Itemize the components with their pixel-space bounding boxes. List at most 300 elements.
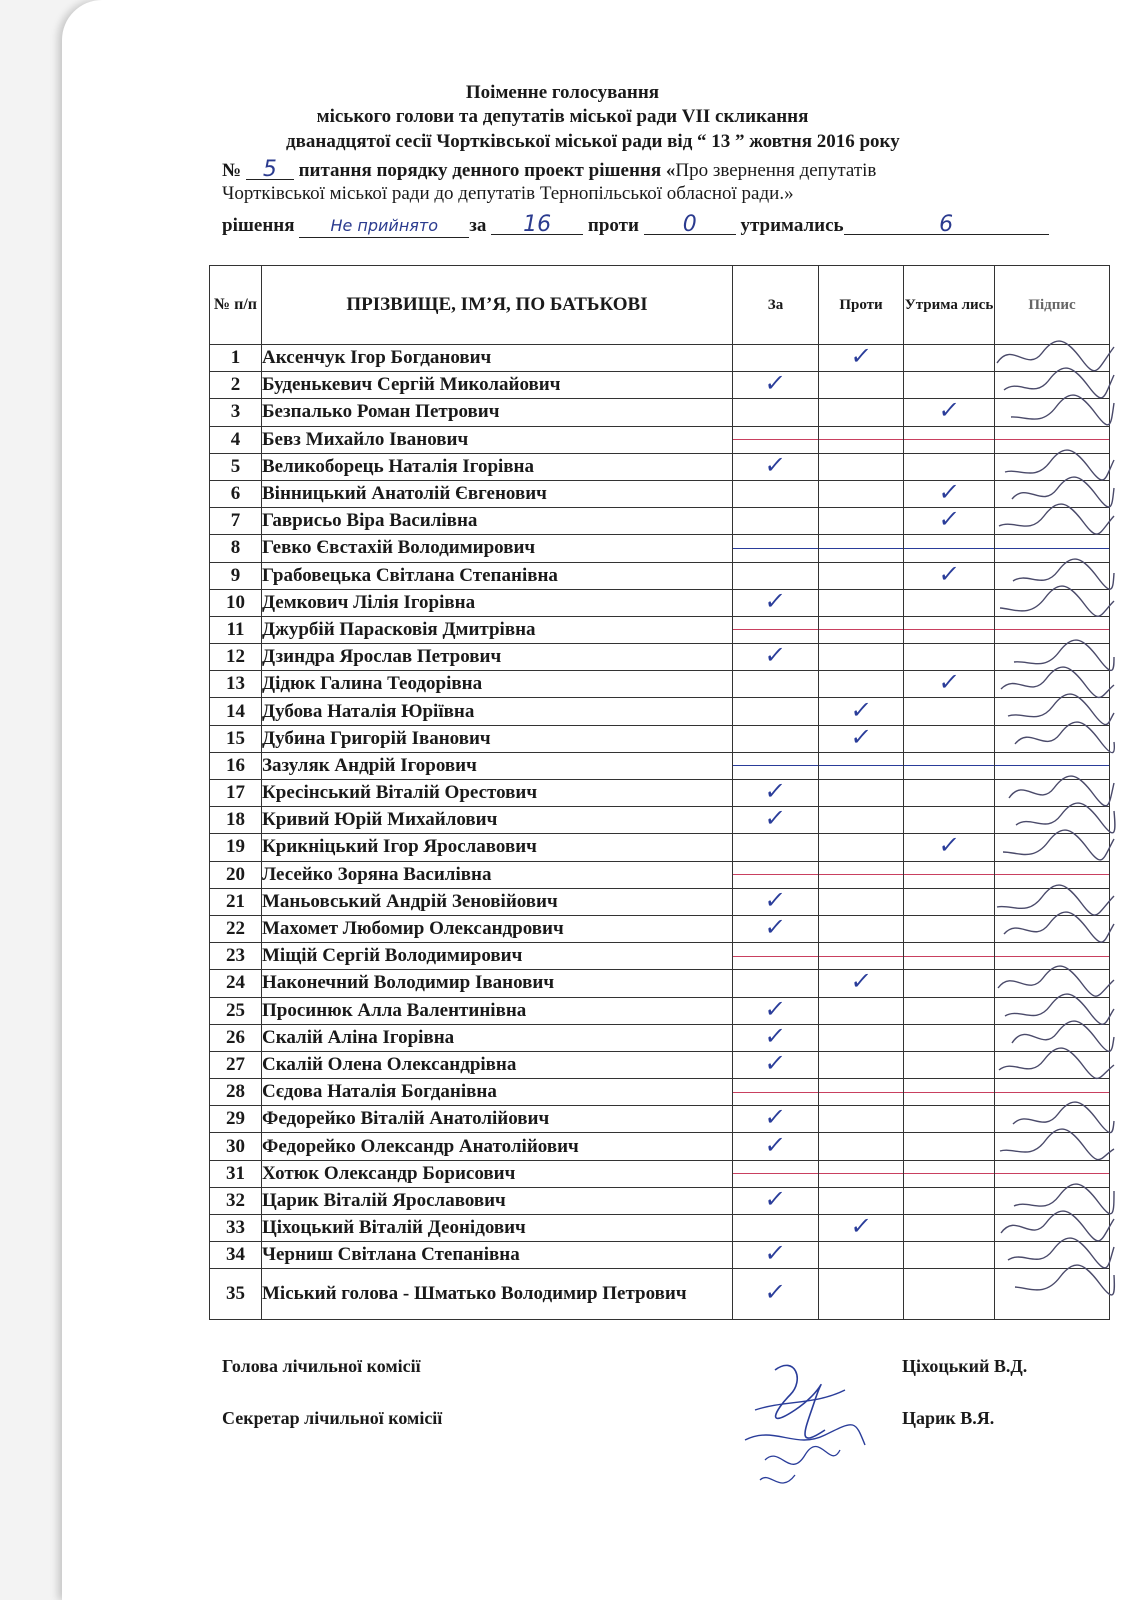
vote-for-cell: [733, 752, 819, 779]
secretary-name: Царик В.Я.: [902, 1408, 995, 1428]
check-mark-icon: ✓: [848, 1212, 874, 1241]
vote-abstain-cell: [904, 915, 995, 942]
col-header-for: За: [733, 266, 819, 345]
deputy-name: Бевз Михайло Іванович: [262, 426, 733, 453]
deputy-name: Скалій Аліна Ігорівна: [262, 1024, 733, 1051]
vote-against-cell: [819, 342, 904, 372]
row-number: 30: [210, 1133, 262, 1160]
deputy-name: Крикніцький Ігор Ярославович: [262, 834, 733, 861]
agenda-item-title-1: Про звернення депутатів: [675, 160, 877, 181]
against-count-field: [644, 212, 736, 235]
vote-for-cell: [733, 399, 819, 426]
absent-strike-line: [904, 1173, 994, 1174]
vote-against-cell: [819, 780, 904, 807]
vote-against-cell: [819, 915, 904, 942]
table-row: [210, 508, 1110, 535]
table-row: [210, 1242, 1110, 1269]
vote-for-cell: [733, 480, 819, 507]
check-mark-icon: ✓: [763, 1278, 788, 1307]
deputy-name: Сєдова Наталія Богданівна: [262, 1079, 733, 1106]
vote-for-cell: [733, 1103, 819, 1133]
table-row: [210, 399, 1110, 426]
check-mark-icon: ✓: [763, 913, 788, 942]
table-header-row: [210, 266, 1110, 345]
deputy-name: Ціхоцький Віталій Деонідович: [262, 1215, 733, 1242]
vote-against-cell: [819, 671, 904, 698]
row-number: 3: [210, 399, 262, 426]
col-header-num: № п/п: [210, 266, 262, 345]
check-mark-icon: ✓: [763, 450, 788, 479]
vote-abstain-cell: [904, 453, 995, 480]
vote-abstain-cell: [904, 480, 995, 507]
number-sign: №: [222, 160, 242, 181]
vote-for-cell: [733, 885, 819, 915]
check-mark-icon: ✓: [848, 967, 874, 996]
absent-strike-line: [904, 765, 994, 766]
row-number: 12: [210, 644, 262, 671]
decision-label: рішення: [222, 215, 295, 236]
table-row: [210, 1187, 1110, 1214]
secretary-label: Секретар лічильної комісії: [222, 1408, 443, 1428]
against-count: 0: [682, 212, 697, 237]
row-number: 27: [210, 1051, 262, 1078]
vote-abstain-cell: [904, 1133, 995, 1160]
row-number: 13: [210, 671, 262, 698]
vote-against-cell: [819, 480, 904, 507]
deputy-name: Джурбій Парасковія Дмитрівна: [262, 616, 733, 643]
table-row: [210, 345, 1110, 372]
vote-against-cell: [819, 1051, 904, 1078]
row-number: 17: [210, 780, 262, 807]
table-row: [210, 562, 1110, 589]
table-row: [210, 535, 1110, 562]
col-header-name: ПРІЗВИЩЕ, ІМ’Я, ПО БАТЬКОВІ: [262, 266, 733, 345]
vote-abstain-cell: [904, 668, 995, 698]
vote-for-cell: [733, 1130, 819, 1160]
vote-against-cell: [819, 1133, 904, 1160]
absent-strike-line: [733, 765, 818, 766]
absent-strike-line: [819, 1092, 903, 1093]
deputy-name: Зазуляк Андрій Ігорович: [262, 752, 733, 779]
check-mark-icon: ✓: [763, 1184, 788, 1213]
vote-against-cell: [819, 943, 904, 970]
absent-strike-line: [819, 439, 903, 440]
check-mark-icon: ✓: [763, 804, 788, 833]
vote-for-cell: [733, 970, 819, 997]
vote-against-cell: [819, 426, 904, 453]
for-count-field: [491, 212, 583, 235]
check-mark-icon: ✓: [936, 559, 962, 588]
absent-strike-line: [819, 548, 903, 549]
row-number: 10: [210, 589, 262, 616]
vote-against-cell: [819, 1106, 904, 1133]
deputy-name: Лесейко Зоряна Василівна: [262, 861, 733, 888]
table-row: [210, 480, 1110, 507]
vote-against-cell: [819, 589, 904, 616]
deputy-name: Вінницький Анатолій Євгенович: [262, 480, 733, 507]
vote-table-body: [210, 342, 1110, 1320]
deputy-name: Гаврисьо Віра Василівна: [262, 508, 733, 535]
vote-for-cell: [733, 671, 819, 698]
vote-for-cell: [733, 535, 819, 562]
agenda-item-number: 5: [262, 157, 277, 182]
row-number: 35: [210, 1269, 262, 1320]
check-mark-icon: ✓: [763, 1021, 788, 1050]
row-number: 4: [210, 426, 262, 453]
vote-for-cell: [733, 1215, 819, 1242]
deputy-name: Махомет Любомир Олександрович: [262, 915, 733, 942]
vote-for-cell: [733, 804, 819, 834]
deputy-name: Буденькевич Сергій Миколайович: [262, 372, 733, 399]
vote-abstain-cell: [904, 997, 995, 1024]
absent-strike-line: [819, 1173, 903, 1174]
vote-against-cell: [819, 508, 904, 535]
vote-abstain-cell: [904, 943, 995, 970]
header-line-session: дванадцятої сесії Чортківської міської ради від “ 13 ” жовтня 2016 року: [286, 131, 900, 152]
check-mark-icon: ✓: [763, 369, 788, 398]
vote-abstain-cell: [904, 752, 995, 779]
decision-field: [299, 215, 469, 238]
vote-abstain-cell: [904, 1215, 995, 1242]
vote-for-cell: [733, 725, 819, 752]
decision-value: Не прийнято: [330, 216, 439, 235]
absent-strike-line: [733, 1092, 818, 1093]
agenda-item-text: питання порядку денного проект рішення «: [298, 160, 676, 181]
deputy-name: Дідюк Галина Теодорівна: [262, 671, 733, 698]
table-row: [210, 807, 1110, 834]
vote-abstain-cell: [904, 589, 995, 616]
check-mark-icon: ✓: [763, 1048, 788, 1077]
row-number: 16: [210, 752, 262, 779]
deputy-name: Маньовський Андрій Зеновійович: [262, 888, 733, 915]
table-row: [210, 1215, 1110, 1242]
absent-strike-line: [995, 548, 1109, 549]
absent-strike-line: [904, 548, 994, 549]
absent-strike-line: [904, 629, 994, 630]
handwritten-signature: [989, 1042, 1119, 1082]
absent-strike-line: [995, 1092, 1109, 1093]
signature-cell: [995, 589, 1110, 616]
row-number: 6: [210, 480, 262, 507]
vote-against-cell: [819, 562, 904, 589]
vote-against-cell: [819, 967, 904, 997]
absent-strike-line: [904, 956, 994, 957]
signature-cell: [995, 1269, 1110, 1320]
absent-strike-line: [819, 765, 903, 766]
absent-strike-line: [904, 439, 994, 440]
table-row: [210, 1079, 1110, 1106]
row-number: 15: [210, 725, 262, 752]
agenda-item-number-field: [246, 157, 294, 180]
vote-abstain-cell: [904, 1051, 995, 1078]
vote-for-cell: [733, 834, 819, 861]
table-row: [210, 453, 1110, 480]
row-number: 21: [210, 888, 262, 915]
row-number: 31: [210, 1160, 262, 1187]
vote-for-cell: [733, 994, 819, 1024]
row-number: 20: [210, 861, 262, 888]
absent-strike-line: [733, 439, 818, 440]
deputy-name: Аксенчук Ігор Богданович: [262, 345, 733, 372]
deputy-name: Скалій Олена Олександрівна: [262, 1051, 733, 1078]
absent-strike-line: [733, 874, 818, 875]
vote-for-cell: [733, 1079, 819, 1106]
vote-table: [209, 265, 1110, 1320]
absent-strike-line: [995, 956, 1109, 957]
deputy-name: Наконечний Володимир Іванович: [262, 970, 733, 997]
deputy-name: Кривий Юрій Михайлович: [262, 807, 733, 834]
abstain-count-field: [844, 212, 1049, 235]
handwritten-signature: [989, 716, 1119, 756]
signature-cell: [995, 1051, 1110, 1078]
agenda-item-title-2: Чортківської міської ради до депутатів Тернопільської обласної ради.»: [222, 183, 794, 204]
vote-against-cell: [819, 834, 904, 861]
row-number: 9: [210, 562, 262, 589]
vote-against-cell: [819, 644, 904, 671]
vote-for-cell: [733, 426, 819, 453]
check-mark-icon: ✓: [936, 831, 962, 860]
vote-abstain-cell: [904, 505, 995, 535]
absent-strike-line: [995, 1173, 1109, 1174]
check-mark-icon: ✓: [763, 586, 788, 615]
table-row: [210, 861, 1110, 888]
vote-for-cell: [733, 641, 819, 671]
table-row: [210, 888, 1110, 915]
check-mark-icon: ✓: [936, 505, 962, 534]
vote-abstain-cell: [904, 698, 995, 725]
vote-against-cell: [819, 453, 904, 480]
vote-against-cell: [819, 535, 904, 562]
vote-for-cell: [733, 698, 819, 725]
check-mark-icon: ✓: [848, 342, 874, 371]
vote-for-cell: [733, 369, 819, 399]
row-number: 23: [210, 943, 262, 970]
check-mark-icon: ✓: [763, 777, 788, 806]
table-row: [210, 372, 1110, 399]
vote-abstain-cell: [904, 725, 995, 752]
for-count: 16: [523, 212, 552, 237]
check-mark-icon: ✓: [848, 722, 874, 751]
row-number: 26: [210, 1024, 262, 1051]
signature-cell: [995, 725, 1110, 752]
table-row: [210, 698, 1110, 725]
absent-strike-line: [733, 629, 818, 630]
row-number: 8: [210, 535, 262, 562]
row-number: 25: [210, 997, 262, 1024]
deputy-name: Хотюк Олександр Борисович: [262, 1160, 733, 1187]
deputy-name: Черниш Світлана Степанівна: [262, 1242, 733, 1269]
row-number: 19: [210, 834, 262, 861]
vote-for-cell: [733, 586, 819, 616]
vote-for-cell: [733, 562, 819, 589]
vote-against-cell: [819, 997, 904, 1024]
vote-abstain-cell: [904, 1269, 995, 1320]
row-number: 28: [210, 1079, 262, 1106]
table-row: [210, 780, 1110, 807]
row-number: 7: [210, 508, 262, 535]
deputy-name: Федорейко Олександр Анатолійович: [262, 1133, 733, 1160]
absent-strike-line: [733, 548, 818, 549]
vote-against-cell: [819, 1079, 904, 1106]
vote-for-cell: [733, 915, 819, 942]
vote-against-cell: [819, 722, 904, 752]
signature-cell: [995, 508, 1110, 535]
row-number: 5: [210, 453, 262, 480]
vote-against-cell: [819, 616, 904, 643]
row-number: 22: [210, 915, 262, 942]
table-row: [210, 1051, 1110, 1078]
document-title: Поіменне голосування: [465, 82, 660, 103]
vote-for-cell: [733, 1021, 819, 1051]
vote-for-cell: [733, 616, 819, 643]
table-row: [210, 943, 1110, 970]
vote-against-cell: [819, 1187, 904, 1214]
table-row: [210, 644, 1110, 671]
vote-abstain-cell: [904, 1187, 995, 1214]
commission-signatures: [735, 1350, 875, 1500]
absent-strike-line: [733, 956, 818, 957]
table-row: [210, 915, 1110, 942]
against-label: проти: [587, 215, 639, 236]
handwritten-signature: [989, 389, 1119, 429]
vote-for-cell: [733, 345, 819, 372]
handwritten-signature: [989, 1259, 1119, 1299]
vote-abstain-cell: [904, 345, 995, 372]
table-row: [210, 834, 1110, 861]
vote-against-cell: [819, 807, 904, 834]
vote-against-cell: [819, 1160, 904, 1187]
handwritten-signature: [989, 1123, 1119, 1163]
handwritten-signature: [989, 906, 1119, 946]
vote-abstain-cell: [904, 372, 995, 399]
abstain-count: 6: [939, 212, 954, 237]
deputy-name: Кресінський Віталій Орестович: [262, 780, 733, 807]
deputy-name: Міський голова - Шматько Володимир Петрович: [262, 1269, 733, 1320]
signature-cell: [995, 915, 1110, 942]
absent-strike-line: [995, 765, 1109, 766]
deputy-name: Гевко Євстахій Володимирович: [262, 535, 733, 562]
table-row: [210, 589, 1110, 616]
absent-strike-line: [733, 1173, 818, 1174]
row-number: 14: [210, 698, 262, 725]
table-row: [210, 616, 1110, 643]
row-number: 29: [210, 1106, 262, 1133]
vote-for-cell: [733, 1239, 819, 1269]
vote-abstain-cell: [904, 396, 995, 426]
check-mark-icon: ✓: [763, 641, 788, 670]
table-row: [210, 970, 1110, 997]
vote-abstain-cell: [904, 1160, 995, 1187]
vote-for-cell: [733, 1160, 819, 1187]
vote-against-cell: [819, 861, 904, 888]
vote-for-cell: [733, 1048, 819, 1078]
deputy-name: Міщій Сергій Володимирович: [262, 943, 733, 970]
vote-against-cell: [819, 888, 904, 915]
table-row: [210, 1024, 1110, 1051]
handwritten-signature: [989, 580, 1119, 620]
row-number: 24: [210, 970, 262, 997]
deputy-name: Дубина Григорій Іванович: [262, 725, 733, 752]
signature-cell: [995, 399, 1110, 426]
vote-for-cell: [733, 508, 819, 535]
deputy-name: Дубова Наталія Юріївна: [262, 698, 733, 725]
chair-label: Голова лічильної комісії: [222, 1356, 421, 1376]
chair-name: Ціхоцький В.Д.: [902, 1356, 1028, 1376]
deputy-name: Безпалько Роман Петрович: [262, 399, 733, 426]
agenda-item-line: [222, 157, 876, 182]
vote-against-cell: [819, 1024, 904, 1051]
deputy-name: Великоборець Наталія Ігорівна: [262, 453, 733, 480]
vote-abstain-cell: [904, 861, 995, 888]
table-row: [210, 671, 1110, 698]
row-number: 11: [210, 616, 262, 643]
vote-for-cell: [733, 450, 819, 480]
absent-strike-line: [904, 874, 994, 875]
vote-against-cell: [819, 695, 904, 725]
handwritten-signature: [989, 498, 1119, 538]
handwritten-signature: [989, 824, 1119, 864]
absent-strike-line: [819, 956, 903, 957]
table-row: [210, 1106, 1110, 1133]
row-number: 32: [210, 1187, 262, 1214]
vote-abstain-cell: [904, 644, 995, 671]
table-row: [210, 1160, 1110, 1187]
vote-against-cell: [819, 399, 904, 426]
check-mark-icon: ✓: [763, 1239, 788, 1268]
decision-line: [222, 212, 1049, 238]
check-mark-icon: ✓: [763, 994, 788, 1023]
check-mark-icon: ✓: [763, 1130, 788, 1159]
vote-abstain-cell: [904, 831, 995, 861]
signature-cell: [995, 834, 1110, 861]
vote-for-cell: [733, 777, 819, 807]
table-row: [210, 725, 1110, 752]
col-header-against: Проти: [819, 266, 904, 345]
check-mark-icon: ✓: [936, 478, 962, 507]
vote-abstain-cell: [904, 1242, 995, 1269]
vote-against-cell: [819, 1212, 904, 1242]
deputy-name: Царик Віталій Ярославович: [262, 1187, 733, 1214]
col-header-signature: Підпис: [995, 266, 1110, 345]
vote-abstain-cell: [904, 1024, 995, 1051]
abstain-label: утримались: [740, 215, 844, 236]
vote-against-cell: [819, 372, 904, 399]
table-row: [210, 1133, 1110, 1160]
table-row: [210, 752, 1110, 779]
vote-for-cell: [733, 943, 819, 970]
vote-abstain-cell: [904, 970, 995, 997]
deputy-name: Дзиндра Ярослав Петрович: [262, 644, 733, 671]
absent-strike-line: [995, 874, 1109, 875]
table-row: [210, 426, 1110, 453]
vote-for-cell: [733, 1269, 819, 1320]
check-mark-icon: ✓: [936, 396, 962, 425]
vote-abstain-cell: [904, 616, 995, 643]
deputy-name: Демкович Лілія Ігорівна: [262, 589, 733, 616]
absent-strike-line: [819, 874, 903, 875]
vote-abstain-cell: [904, 807, 995, 834]
vote-abstain-cell: [904, 780, 995, 807]
absent-strike-line: [904, 1092, 994, 1093]
check-mark-icon: ✓: [848, 695, 874, 724]
vote-abstain-cell: [904, 426, 995, 453]
vote-against-cell: [819, 1269, 904, 1320]
deputy-name: Просинюк Алла Валентинівна: [262, 997, 733, 1024]
check-mark-icon: ✓: [936, 668, 962, 697]
vote-abstain-cell: [904, 888, 995, 915]
vote-against-cell: [819, 1242, 904, 1269]
vote-abstain-cell: [904, 1079, 995, 1106]
